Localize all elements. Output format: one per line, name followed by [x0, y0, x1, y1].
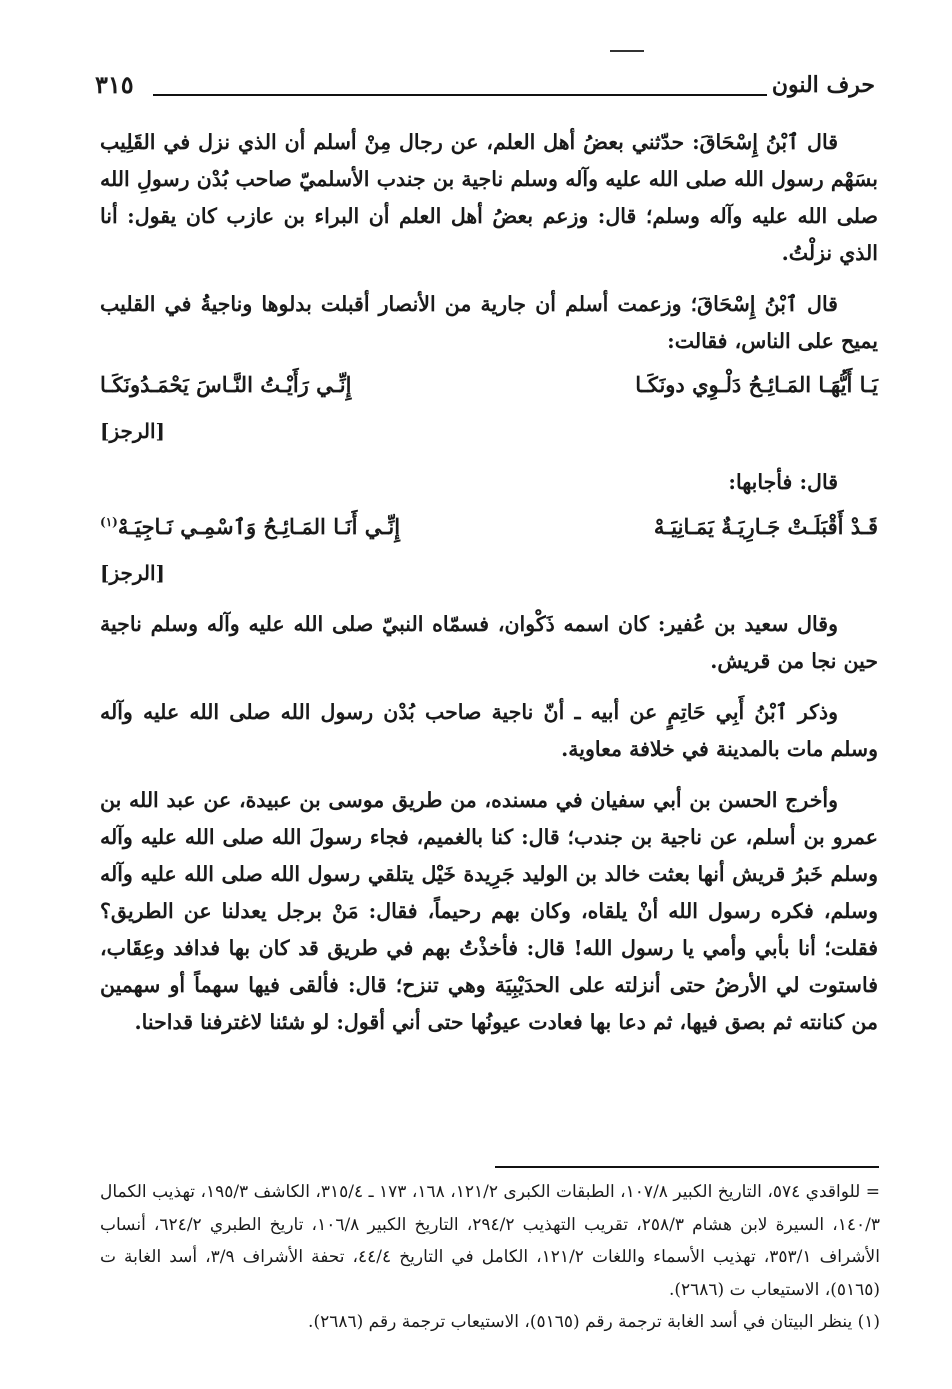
verse-1-meter: [الرجز]: [100, 419, 166, 443]
header-rule: [153, 94, 767, 96]
top-mark: [610, 50, 644, 52]
footnote-rule: [495, 1166, 879, 1168]
verse-2-hemistich-2: [100, 514, 400, 539]
verse-1: [100, 366, 878, 414]
verse-1-hemistich-1: يَـا أَيُّهَـا المَـائِـحُ دَلْـوِي دونَكَـا: [635, 372, 878, 397]
footnote-ref: (١): [100, 515, 118, 529]
reply-label: قال: فأجابها:: [728, 470, 838, 494]
paragraph-2: قال ٱبْنُ إِسْحَاقَ؛ وزعمت أسلم أن جارية من الأنصار أقبلت بدلوها وناجيةُ في القليب يميح على الناس، فقالت:: [100, 292, 878, 353]
footnote-continued: = للواقدي ٥٧٤، التاريخ الكبير ١٠٧/٨، الطبقات الكبرى ١٢١/٢، ١٦٨، ١٧٣ ـ ٣١٥/٤، الكاشف ١٩٥/٣، تهذيب الكمال ١٤٠/٣، السيرة لابن هشام ٢٥٨/٣، تقريب التهذيب ٢٩٤/٢، التاريخ الكبير ١٠٦/٨، تاريخ الطبري ٦٢٤/٢، أنساب الأشراف ٣٥٣/١، تهذيب الأسماء واللغات ١٢١/٢، الكامل في التاريخ ٤٤/٤، تحفة الأشراف ٣/٩، أسد الغابة ت (٥١٦٥)، الاستيعاب ت (٢٦٨٦).: [100, 1182, 881, 1300]
chapter-title: حرف النون: [771, 72, 875, 98]
footnotes: [100, 1176, 880, 1339]
paragraph-1: قال ٱبْنُ إِسْحَاقَ: حدّثني بعضُ أهل العلم، عن رجال مِنْ أسلم أن الذي نزل في القَلِيب بسَهْم رسول الله صلى الله عليه وآله وسلم ناجية بن جندب الأسلميّ صاحب بُدْن رسولِ الله صلى الله عليه وآله وسلم؛ قال: وزعم بعضُ أهل العلم أن البراء بن عازب كان يقول: أنا الذي نزلْتُ.: [100, 130, 878, 265]
paragraph-3: وقال سعيد بن عُفير: كان اسمه ذَكْوان، فسمّاه النبيّ صلى الله عليه وآله وسلم ناجية حين نجا من قريش.: [100, 612, 878, 673]
verse-2-meter: [الرجز]: [100, 561, 166, 585]
paragraph-4: وذكر ٱبْنُ أَبِي حَاتِمٍ عن أبيه ـ أنّ ناجية صاحب بُدْن رسول الله صلى الله عليه وآله وسلم مات بالمدينة في خلافة معاوية.: [100, 700, 878, 761]
page-header: [95, 72, 875, 108]
verse-2-hemistich-2-text: إِنِّـي أَنَـا المَـائِـحُ وَٱسْمِـي نَـاجِيَـهْ: [117, 514, 401, 539]
page-number: ٣١٥: [95, 70, 134, 99]
main-text: [100, 124, 878, 1055]
verse-2-hemistich-1: قَـدْ أَقْبَلَـتْ جَـارِيَـةٌ يَمَـانِيَـهْ: [653, 514, 878, 539]
paragraph-5: وأخرج الحسن بن أبي سفيان في مسنده، من طريق موسى بن عبيدة، عن عبد الله بن عمرو بن أسلم، عن ناجية بن جندب؛ قال: كنا بالغميم، فجاء رسولَ الله صلى الله عليه وآله وسلم خَبرُ قريش أنها بعثت خالد بن الوليد جَرِيدة خَيْل يتلقي رسول الله صلى الله عليه وآله وسلم، فكره رسول الله أنْ يلقاه، وكان بهم رحيماً، فقال: مَنْ برجل يعدلنا عن الطريق؟ فقلت؛ أنا بأبي وأمي يا رسول الله! قال: فأخذْتُ بهم في طريق قد كان بها فدافد وعِقَاب، فاستوت لي الأرضُ حتى أنزلته على الحدَيْبِيَة وهي تنزح؛ قال: فألقى فيها سهماً أو سهمين من كنانته ثم بصق فيها، ثم دعا بها فعادت عيونُها حتى أني أقول: لو شئنا لاغترفنا قداحنا.: [100, 788, 878, 1034]
verse-2: [100, 508, 878, 556]
footnote-1: (١) ينظر البيتان في أسد الغابة ترجمة رقم (٥١٦٥)، الاستيعاب ترجمة رقم (٢٦٨٦).: [308, 1312, 880, 1332]
verse-1-hemistich-2: إِنِّـي رَأَيْـتُ النَّـاسَ يَحْمَـدُونَكَـا: [100, 372, 352, 397]
